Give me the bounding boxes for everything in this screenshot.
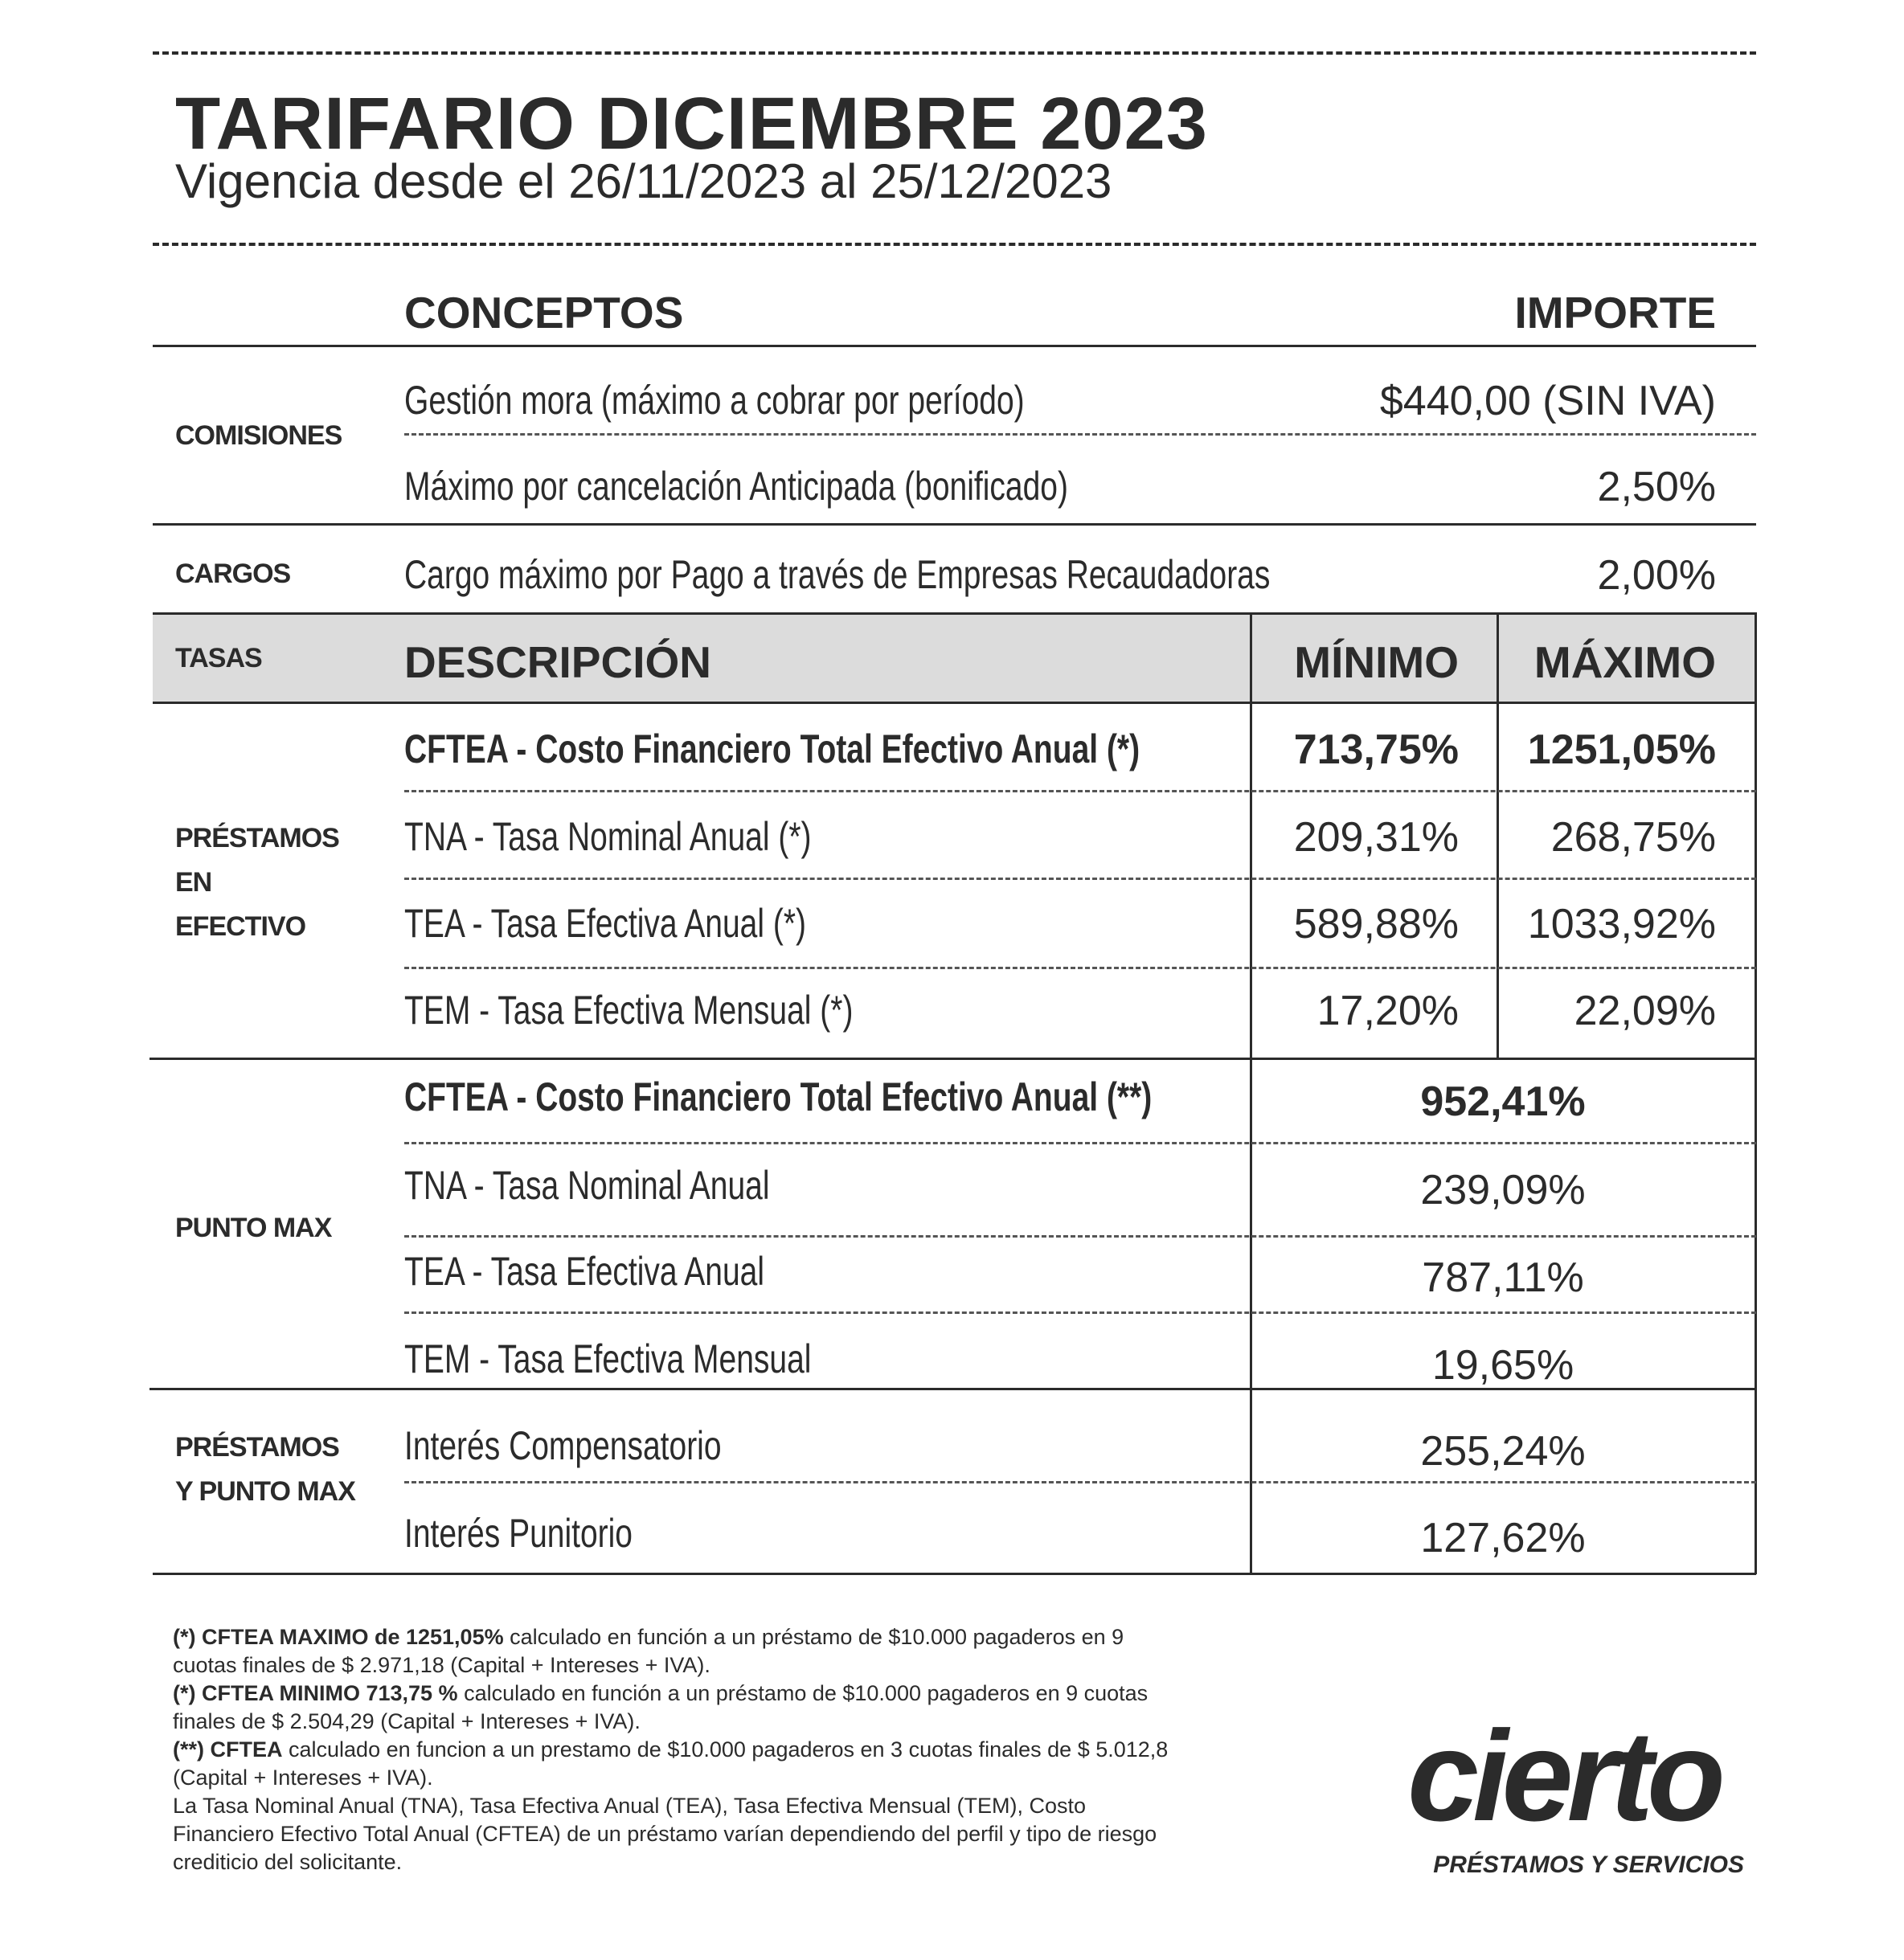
cierto-logo-icon: [1366, 1724, 1760, 1901]
tasas-bottom-rule: [153, 702, 1756, 704]
row-divider: [404, 878, 1756, 880]
concept-tem-punto-max: TEM - Tasa Efectiva Mensual: [404, 1336, 812, 1381]
vertical-rule-right: [1755, 612, 1757, 1574]
max-tea-efectivo: 1033,92%: [1527, 901, 1716, 947]
footnote: [173, 1680, 1185, 1736]
section-label-cargos: CARGOS: [175, 559, 291, 589]
section-label-tasas: TASAS: [175, 643, 262, 673]
row-divider: [404, 1235, 1756, 1238]
footnote-text: calculado en funcion a un prestamo de $10.000 pagaderos en 3 cuotas finales de $ 5.012,8 (Capital + Intereses + IVA).: [173, 1737, 1169, 1790]
page-title: TARIFARIO DICIEMBRE 2023: [175, 83, 1208, 165]
footnote: [173, 1792, 1185, 1876]
label-line: EFECTIVO: [175, 911, 306, 942]
value-cargo-pago: 2,00%: [1597, 552, 1716, 599]
concept-cftea-punto-max: CFTEA - Costo Financiero Total Efectivo Anual (**): [404, 1074, 1153, 1119]
section-rule: [149, 1388, 1756, 1390]
svg-text:PRÉSTAMOS Y SERVICIOS: PRÉSTAMOS Y SERVICIOS: [1433, 1852, 1744, 1878]
value-tea-punto-max: 787,11%: [1422, 1254, 1584, 1301]
col-header-minimo: MÍNIMO: [1294, 637, 1459, 687]
section-rule: [153, 523, 1756, 526]
value-interes-compensatorio: 255,24%: [1420, 1428, 1586, 1475]
min-tna-efectivo: 209,31%: [1293, 814, 1459, 861]
header-rule: [153, 345, 1756, 347]
footnote-text: calculado en función a un préstamo de $10.000 pagaderos en 9 cuotas finales de $ 2.504,29 (Capital + Intereses + IVA).: [173, 1681, 1149, 1733]
label-line: PRÉSTAMOS: [175, 1432, 339, 1463]
section-label-prestamos-punto-max: [175, 1426, 355, 1514]
concept-cargo-pago: Cargo máximo por Pago a través de Empresas Recaudadoras: [404, 552, 1271, 597]
vertical-rule-minmax: [1497, 612, 1499, 1058]
concept-gestion-mora: Gestión mora (máximo a cobrar por período): [404, 378, 1025, 423]
cierto-logo: [1366, 1724, 1760, 1901]
footnote-text: La Tasa Nominal Anual (TNA), Tasa Efectiva Anual (TEA), Tasa Efectiva Mensual (TEM), Costo Financiero Efectivo Total Anual (CFTEA) de un préstamo varían dependiendo del perfil y tipo de riesgo crediticio del solicitante.: [173, 1794, 1157, 1874]
header-dashed-divider: [153, 243, 1756, 246]
concept-tea-efectivo: TEA - Tasa Efectiva Anual (*): [404, 901, 807, 946]
concept-tna-efectivo: TNA - Tasa Nominal Anual (*): [404, 814, 812, 859]
footnote: [173, 1736, 1185, 1792]
value-interes-punitorio: 127,62%: [1420, 1515, 1586, 1561]
footnotes: [173, 1623, 1185, 1876]
concept-cancelacion-anticipada: Máximo por cancelación Anticipada (bonificado): [404, 464, 1068, 509]
value-tem-punto-max: 19,65%: [1431, 1342, 1574, 1389]
svg-text:cierto: cierto: [1407, 1724, 1719, 1847]
value-gestion-mora: $440,00 (SIN IVA): [1379, 378, 1716, 424]
min-tem-efectivo: 17,20%: [1316, 988, 1459, 1034]
footnote: [173, 1623, 1185, 1680]
page-subtitle: Vigencia desde el 26/11/2023 al 25/12/2023: [175, 154, 1112, 208]
max-tna-efectivo: 268,75%: [1550, 814, 1716, 861]
footnote-bold: (*) CFTEA MAXIMO de 1251,05%: [173, 1625, 504, 1649]
table-bottom-rule: [153, 1573, 1756, 1575]
row-divider: [404, 1311, 1756, 1314]
tasas-top-rule: [153, 612, 1756, 615]
col-header-concepts: CONCEPTOS: [404, 288, 684, 338]
section-label-punto-max: PUNTO MAX: [175, 1213, 332, 1243]
value-cftea-punto-max: 952,41%: [1420, 1078, 1586, 1125]
label-line: PRÉSTAMOS: [175, 823, 339, 853]
row-divider: [404, 1481, 1756, 1483]
label-line: Y PUNTO MAX: [175, 1476, 355, 1507]
section-label-prestamos-efectivo: [175, 816, 339, 949]
section-rule: [149, 1058, 1756, 1060]
concept-tem-efectivo: TEM - Tasa Efectiva Mensual (*): [404, 988, 854, 1033]
value-cancelacion-anticipada: 2,50%: [1597, 464, 1716, 510]
col-header-descripcion: DESCRIPCIÓN: [404, 637, 711, 687]
col-header-maximo: MÁXIMO: [1533, 637, 1716, 687]
value-tna-punto-max: 239,09%: [1420, 1167, 1586, 1213]
concept-interes-punitorio: Interés Punitorio: [404, 1511, 633, 1556]
concept-tna-punto-max: TNA - Tasa Nominal Anual: [404, 1163, 770, 1208]
max-cftea-efectivo: 1251,05%: [1527, 726, 1716, 773]
footnote-bold: (**) CFTEA: [173, 1737, 283, 1762]
row-divider: [404, 967, 1756, 969]
min-tea-efectivo: 589,88%: [1293, 901, 1459, 947]
row-divider: [404, 790, 1756, 792]
concept-interes-compensatorio: Interés Compensatorio: [404, 1423, 722, 1468]
concept-cftea-efectivo: CFTEA - Costo Financiero Total Efectivo Anual (*): [404, 726, 1140, 771]
row-divider: [404, 433, 1756, 436]
top-dashed-divider: [153, 51, 1756, 55]
max-tem-efectivo: 22,09%: [1574, 988, 1716, 1034]
label-line: EN: [175, 867, 212, 898]
col-header-amount: IMPORTE: [1514, 288, 1716, 338]
row-divider: [404, 1142, 1756, 1144]
footnote-text: calculado en función a un préstamo de $10.000 pagaderos en 9 cuotas finales de $ 2.971,18 (Capital + Intereses + IVA).: [173, 1625, 1124, 1677]
footnote-bold: (*) CFTEA MINIMO 713,75 %: [173, 1681, 458, 1705]
concept-tea-punto-max: TEA - Tasa Efectiva Anual: [404, 1249, 765, 1294]
section-label-comisiones: COMISIONES: [175, 420, 342, 451]
min-cftea-efectivo: 713,75%: [1293, 726, 1459, 773]
